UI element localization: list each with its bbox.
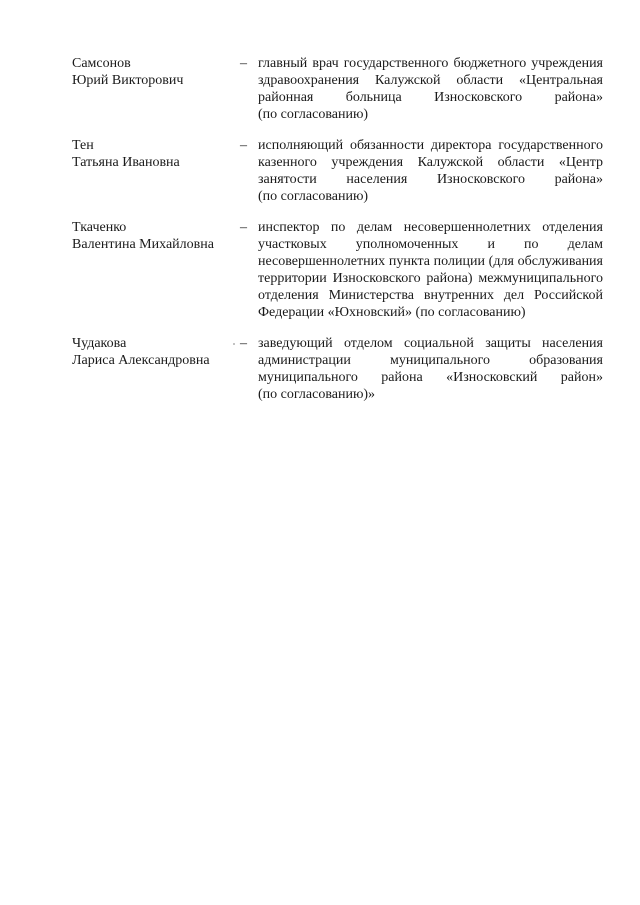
member-surname: Ткаченко [72,220,127,235]
position-line: занятости населения Износковского района» [258,172,603,187]
position-line: заведующий отделом социальной защиты населения [258,336,603,351]
member-surname: Тен [72,138,94,153]
position-line: участковых уполномоченных и по делам [258,237,603,252]
position-line: администрации муниципального образования [258,353,603,368]
separator-dash: – [240,56,247,71]
member-name [72,137,242,171]
member-surname: Чудакова [72,336,127,351]
position-line: районная больница Износковского района» [258,90,603,105]
position-line: (по согласованию) [258,189,369,204]
member-given-names: Юрий Викторович [72,73,184,88]
position-line: Федерации «Юхновский» (по согласованию) [258,305,526,320]
member-position [258,219,603,321]
position-line: территории Износковского района) межмуниципального [258,271,603,286]
position-line: здравоохранения Калужской области «Центральная [258,73,603,88]
separator-dash: – [240,220,247,235]
position-line: исполняющий обязанности директора государственного [258,138,603,153]
position-line: казенного учреждения Калужской области «Центр [258,155,603,170]
position-line: главный врач государственного бюджетного учреждения [258,56,603,71]
member-name [72,55,242,89]
position-line: (по согласованию)» [258,387,376,402]
member-position [258,137,603,205]
position-line: инспектор по делам несовершеннолетних отделения [258,220,603,235]
member-position [258,55,603,123]
member-surname: Самсонов [72,56,131,71]
member-position [258,335,603,403]
separator-dash: – [240,336,247,351]
member-given-names: Татьяна Ивановна [72,155,180,170]
scan-speck [233,343,235,345]
member-given-names: Лариса Александровна [72,353,210,368]
position-line: (по согласованию) [258,107,369,122]
member-name [72,219,242,253]
position-line: муниципального района «Износковский район» [258,370,603,385]
member-given-names: Валентина Михайловна [72,237,214,252]
position-line: несовершеннолетних пункта полиции (для обслуживания [258,254,603,269]
position-line: отделения Министерства внутренних дел Российской [258,288,603,303]
member-name [72,335,242,369]
separator-dash: – [240,138,247,153]
